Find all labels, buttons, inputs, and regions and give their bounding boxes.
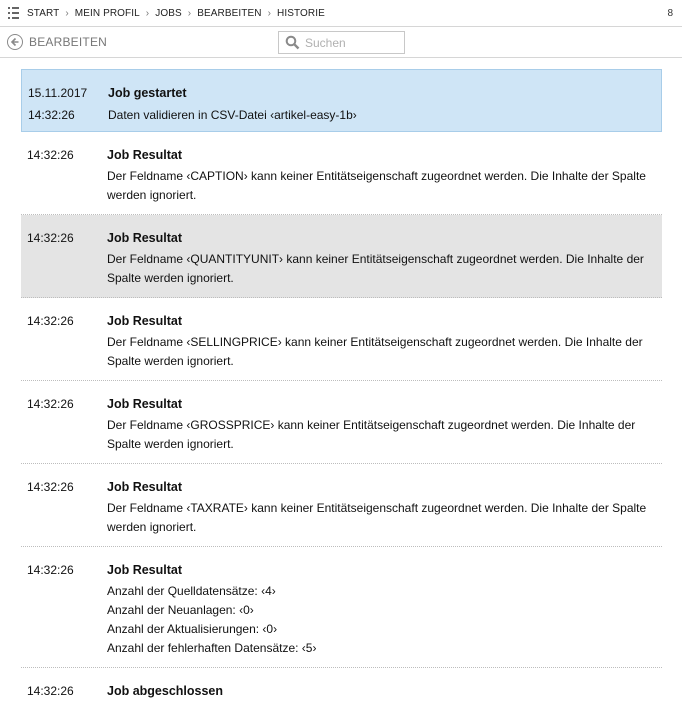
history-entry-5[interactable] <box>21 381 662 464</box>
entry-time: 14:32:26 <box>27 314 74 328</box>
breadcrumb-separator: › <box>145 8 150 19</box>
history-entry-4[interactable] <box>21 298 662 381</box>
entry-date: 15.11.2017 <box>28 86 88 100</box>
entry-message: Der Feldname ‹TAXRATE› kann keiner Entitätseigenschaft zugeordnet werden. Die Inhalte der Spalte werden ignoriert. <box>107 501 647 534</box>
entry-title: Job Resultat <box>107 397 183 411</box>
breadcrumb-jobs[interactable]: JOBS <box>155 8 182 19</box>
entry-time: 14:32:26 <box>27 148 74 162</box>
back-arrow-icon <box>7 34 23 50</box>
back-button-label: BEARBEITEN <box>29 35 108 49</box>
entry-title: Job Resultat <box>107 231 183 245</box>
breadcrumb-mein-profil[interactable]: MEIN PROFIL <box>74 8 140 19</box>
item-count: 8 <box>667 8 673 19</box>
entry-message-line: Anzahl der Neuanlagen: ‹0› <box>107 603 254 617</box>
history-list <box>21 69 662 703</box>
entry-message: Der Feldname ‹GROSSPRICE› kann keiner Entitätseigenschaft zugeordnet werden. Die Inhalte der Spalte werden ignoriert. <box>107 418 636 451</box>
breadcrumb-start[interactable]: START <box>27 8 60 19</box>
breadcrumb-bar <box>0 0 682 27</box>
breadcrumb-separator: › <box>187 8 192 19</box>
entry-title: Job Resultat <box>107 314 183 328</box>
entry-message: Der Feldname ‹CAPTION› kann keiner Entitätseigenschaft zugeordnet werden. Die Inhalte der Spalte werden ignoriert. <box>107 169 646 202</box>
entry-message: Der Feldname ‹SELLINGPRICE› kann keiner Entitätseigenschaft zugeordnet werden. Die Inhalte der Spalte werden ignoriert. <box>107 335 643 368</box>
entry-message: Daten validieren in CSV-Datei ‹artikel-easy-1b› <box>108 108 357 122</box>
breadcrumb <box>27 8 325 19</box>
entry-title: Job Resultat <box>107 480 183 494</box>
entry-title: Job Resultat <box>107 148 183 162</box>
history-entry-2[interactable] <box>21 132 662 215</box>
breadcrumb-bearbeiten[interactable]: BEARBEITEN <box>197 8 262 19</box>
history-entry-8[interactable] <box>21 668 662 703</box>
list-menu-icon[interactable] <box>8 7 19 19</box>
history-entry-6[interactable] <box>21 464 662 547</box>
entry-time: 14:32:26 <box>27 397 74 411</box>
entry-message-line: Anzahl der Quelldatensätze: ‹4› <box>107 584 276 598</box>
search-icon <box>285 35 300 50</box>
search-box[interactable] <box>278 31 405 54</box>
entry-time: 14:32:26 <box>27 480 74 494</box>
breadcrumb-separator: › <box>267 8 271 19</box>
entry-title: Job abgeschlossen <box>107 684 224 698</box>
entry-time: 14:32:26 <box>27 563 74 577</box>
entry-message-line: Anzahl der Aktualisierungen: ‹0› <box>107 622 278 636</box>
entry-message-line: Anzahl der fehlerhaften Datensätze: ‹5› <box>107 641 317 655</box>
history-entry-7[interactable] <box>21 547 662 668</box>
entry-time: 14:32:26 <box>27 231 74 245</box>
breadcrumb-historie[interactable]: HISTORIE <box>277 8 325 19</box>
history-entry-1[interactable] <box>21 69 662 132</box>
entry-message: Der Feldname ‹QUANTITYUNIT› kann keiner Entitätseigenschaft zugeordnet werden. Die Inhalte der Spalte werden ignoriert. <box>107 252 644 285</box>
back-button[interactable] <box>7 34 107 50</box>
toolbar <box>0 28 682 58</box>
history-entry-3[interactable] <box>21 215 662 298</box>
entry-time: 14:32:26 <box>28 108 75 122</box>
search-input[interactable] <box>305 36 395 50</box>
entry-title: Job gestartet <box>108 86 187 100</box>
entry-time: 14:32:26 <box>27 684 74 698</box>
entry-title: Job Resultat <box>107 563 183 577</box>
breadcrumb-separator: › <box>65 8 69 19</box>
